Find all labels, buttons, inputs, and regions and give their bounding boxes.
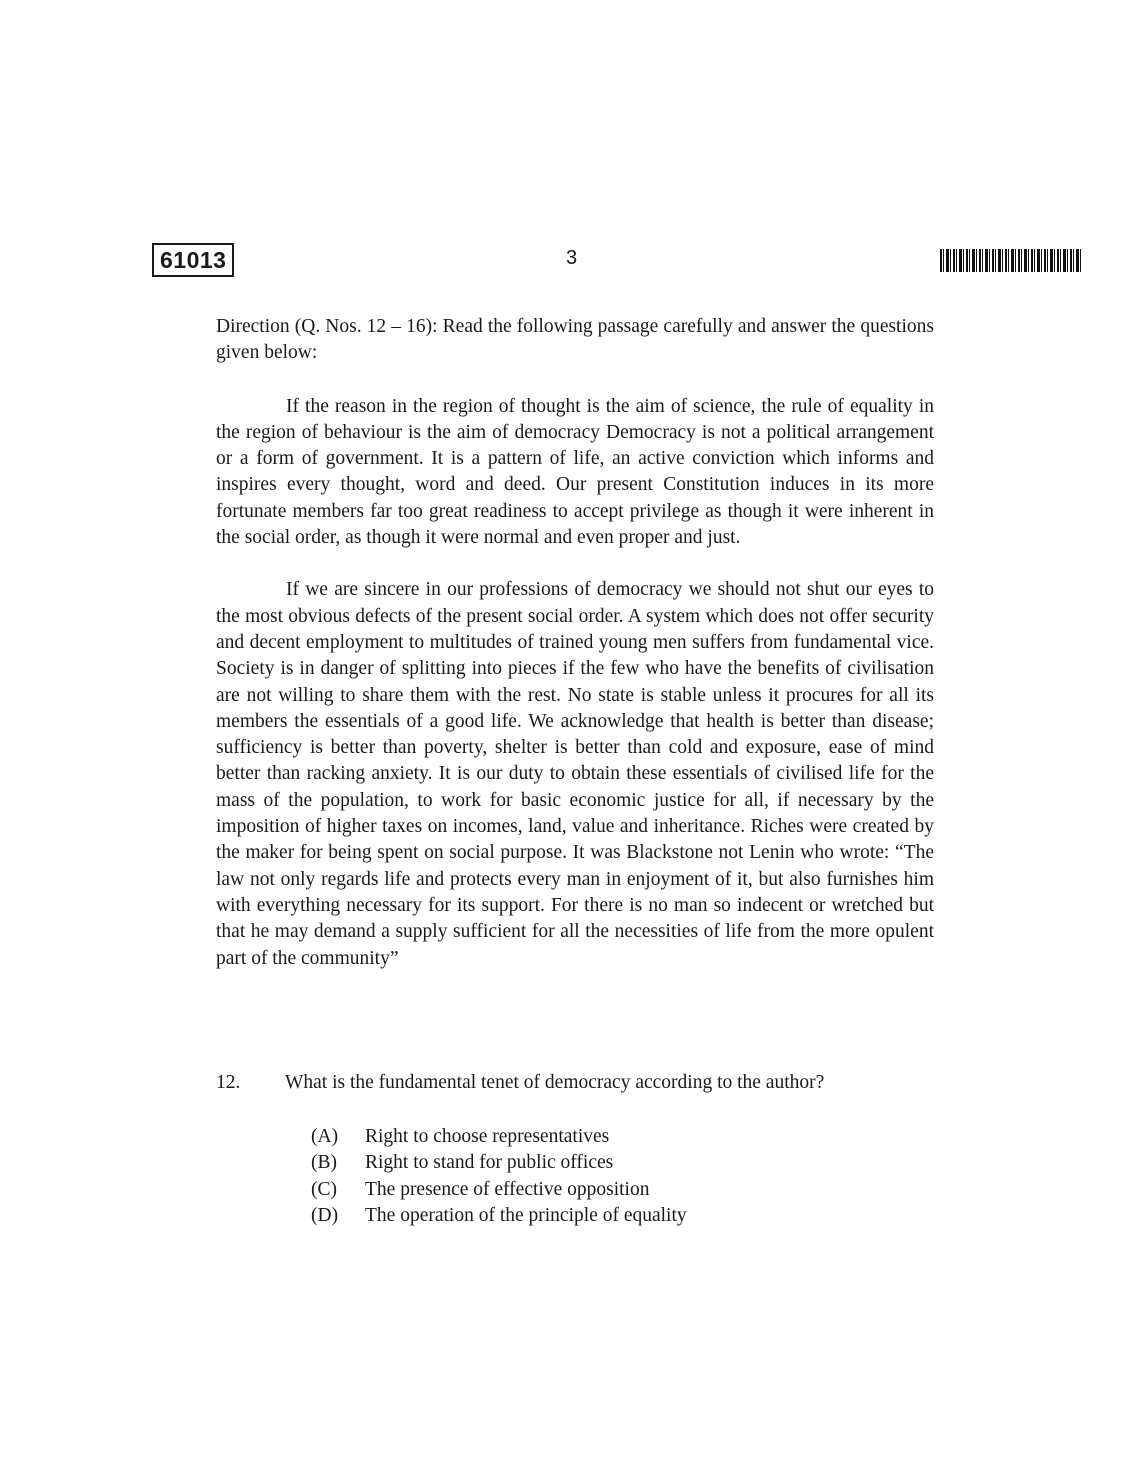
barcode-icon xyxy=(940,249,1081,272)
direction-label: Direction (Q. Nos. 12 – 16): xyxy=(216,316,438,337)
passage-paragraph-1: If the reason in the region of thought is the aim of science, the rule of equality in the region of behaviour is the aim of democracy Democracy is not a political arrangement or a form of government. It is a pattern of life, an active conviction which informs and inspires every thought, word and deed. Our present Constitution induces in its more fortunate members far too great readiness to accept privilege as though it were inherent in the social order, as though it were normal and even proper and just. xyxy=(216,395,934,549)
passage-section xyxy=(216,314,934,972)
option-text: Right to choose representatives xyxy=(365,1126,610,1147)
question-text: What is the fundamental tenet of democracy according to the author? xyxy=(285,1072,825,1093)
option-b[interactable] xyxy=(311,1150,687,1176)
passage-paragraph-2: If we are sincere in our professions of democracy we should not shut our eyes to the most obvious defects of the present social order. A system which does not offer security and decent employment to multitudes of trained young men suffers from fundamental vice. Society is in danger of splitting into pieces if the few who have the benefits of civilisation are not willing to share them with the rest. No state is stable unless it procures for all its members the essentials of a good life. We acknowledge that health is better than disease; sufficiency is better than poverty, shelter is better than cold and exposure, ease of mind better than racking anxiety. It is our duty to obtain these essentials of civilised life for the mass of the population, to work for basic economic justice for all, if necessary by the imposition of higher taxes on incomes, land, value and inheritance. Riches were created by the maker for being spent on social purpose. It was Blackstone not Lenin who wrote: “The law not only regards life and protects every man in enjoyment of it, but also furnishes him with everything necessary for its support. For there is no man so indecent or wretched but that he may demand a supply sufficient for all the necessities of life from the more opulent part of the community” xyxy=(216,579,934,969)
option-c[interactable] xyxy=(311,1177,687,1203)
page-number: 3 xyxy=(566,247,578,269)
direction-text: Read the following passage carefully and answer the questions given below: xyxy=(216,316,934,364)
direction-instruction xyxy=(216,314,934,367)
option-letter: (A) xyxy=(311,1126,339,1147)
option-letter: (C) xyxy=(311,1178,337,1200)
option-text: Right to stand for public offices xyxy=(365,1152,614,1174)
option-a[interactable] xyxy=(311,1124,687,1150)
option-text: The operation of the principle of equality xyxy=(365,1204,687,1226)
question-number: 12. xyxy=(216,1072,241,1093)
paper-code-box: 61013 xyxy=(152,243,234,277)
option-letter: (D) xyxy=(311,1204,339,1226)
option-d[interactable] xyxy=(311,1203,687,1229)
option-text: The presence of effective opposition xyxy=(365,1178,650,1200)
option-letter: (B) xyxy=(311,1152,337,1174)
answer-options xyxy=(311,1124,687,1229)
